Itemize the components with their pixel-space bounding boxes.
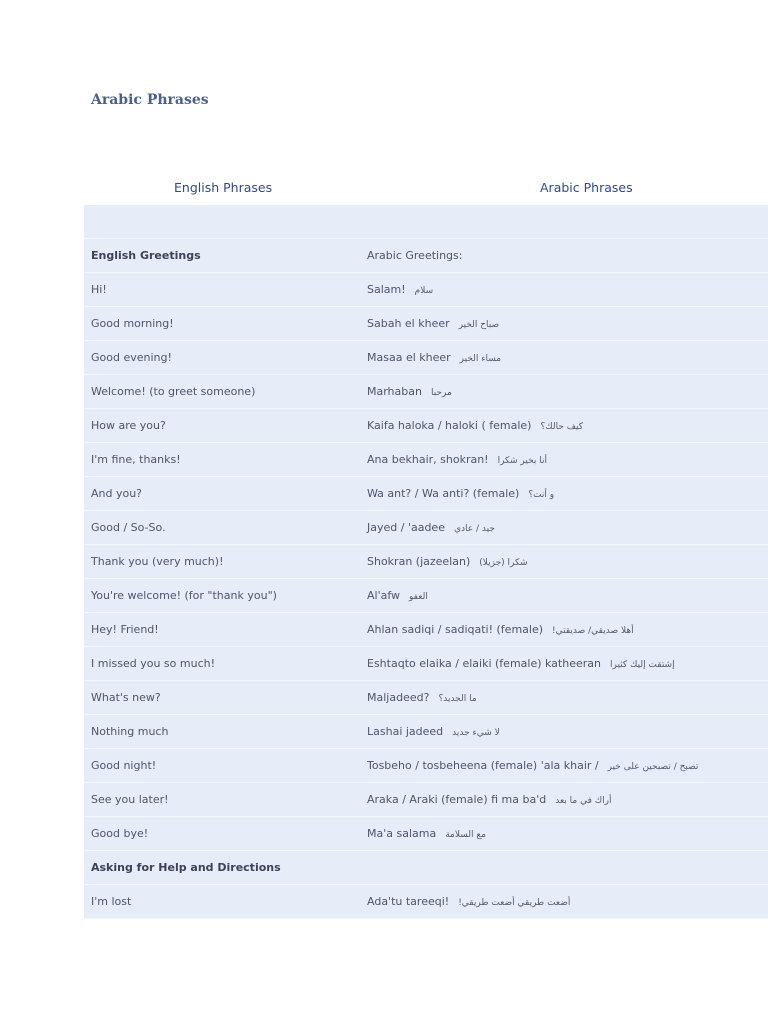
arabic-script: مساء الخير	[459, 354, 502, 364]
arabic-phrase-cell	[367, 239, 471, 272]
arabic-transliteration: Lashai jadeed	[367, 725, 444, 738]
english-phrase: English Greetings	[91, 249, 201, 262]
arabic-script: و أنت؟	[528, 490, 555, 500]
arabic-phrase-cell	[367, 341, 501, 374]
arabic-script: شكرا (جزيلا)	[479, 558, 528, 568]
english-phrase: Hi!	[91, 283, 107, 296]
arabic-transliteration: Salam!	[367, 283, 406, 296]
arabic-transliteration: Maljadeed?	[367, 691, 430, 704]
english-phrase: See you later!	[91, 793, 169, 806]
arabic-transliteration: Kaifa haloka / haloki ( female)	[367, 419, 532, 432]
arabic-transliteration: Marhaban	[367, 385, 422, 398]
arabic-phrase-cell	[367, 715, 500, 748]
arabic-phrase-cell	[367, 749, 698, 782]
arabic-script: مع السلامة	[445, 830, 486, 840]
english-phrase: Good bye!	[91, 827, 149, 840]
table-spacer-row	[84, 205, 768, 239]
arabic-transliteration: Eshtaqto elaika / elaiki (female) katheeran	[367, 657, 601, 670]
arabic-script: لا شيء جديد	[452, 728, 500, 738]
column-headers	[84, 180, 768, 200]
arabic-phrase-cell	[367, 647, 675, 680]
arabic-transliteration: Al'afw	[367, 589, 401, 602]
table-row	[84, 375, 768, 409]
english-phrase: You're welcome! (for "thank you")	[91, 589, 277, 602]
arabic-transliteration: Tosbeho / tosbeheena (female) 'ala khair /	[367, 759, 599, 772]
arabic-phrase-cell	[367, 885, 570, 918]
table-row	[84, 341, 768, 375]
table-row	[84, 783, 768, 817]
english-phrase: I'm fine, thanks!	[91, 453, 181, 466]
arabic-phrase-cell	[367, 613, 634, 646]
table-row	[84, 749, 768, 783]
arabic-phrase-cell	[367, 409, 583, 442]
arabic-transliteration: Ana bekhair, shokran!	[367, 453, 489, 466]
arabic-script: ما الجديد؟	[438, 694, 477, 704]
table-row	[84, 817, 768, 851]
table-row	[84, 545, 768, 579]
arabic-phrase-cell	[367, 477, 554, 510]
english-phrase: Good night!	[91, 759, 157, 772]
table-row	[84, 885, 768, 919]
arabic-transliteration: Arabic Greetings:	[367, 249, 463, 262]
document-title: Arabic Phrases	[91, 92, 209, 108]
arabic-transliteration: Shokran (jazeelan)	[367, 555, 471, 568]
table-row	[84, 715, 768, 749]
arabic-script: تصبح / تصبحين على خير	[607, 762, 699, 772]
arabic-script: صباح الخير	[458, 320, 500, 330]
section-header-row	[84, 851, 768, 885]
table-row	[84, 307, 768, 341]
arabic-script: جيد / عادي	[453, 524, 495, 534]
arabic-phrase-cell	[367, 375, 452, 408]
table-row	[84, 409, 768, 443]
arabic-phrase-cell	[367, 681, 477, 714]
table-row	[84, 647, 768, 681]
table-row	[84, 613, 768, 647]
english-phrase: I missed you so much!	[91, 657, 216, 670]
english-phrase: How are you?	[91, 419, 166, 432]
english-phrase: Welcome! (to greet someone)	[91, 385, 256, 398]
english-phrase: Good evening!	[91, 351, 172, 364]
table-row	[84, 273, 768, 307]
arabic-phrase-cell	[367, 205, 376, 238]
english-column-header: English Phrases	[174, 180, 273, 195]
english-phrase: Thank you (very much)!	[91, 555, 224, 568]
arabic-phrase-cell	[367, 307, 499, 340]
arabic-phrase-cell	[367, 851, 376, 884]
arabic-transliteration: Ahlan sadiqi / sadiqati! (female)	[367, 623, 544, 636]
arabic-column-header: Arabic Phrases	[540, 180, 633, 195]
arabic-transliteration: Ma'a salama	[367, 827, 437, 840]
arabic-phrase-cell	[367, 817, 486, 850]
arabic-transliteration: Araka / Araki (female) fi ma ba'd	[367, 793, 547, 806]
english-phrase: Hey! Friend!	[91, 623, 159, 636]
arabic-phrase-cell	[367, 545, 528, 578]
arabic-script: أضعت طريقي أضعت طريقي!	[458, 898, 571, 908]
arabic-transliteration: Wa ant? / Wa anti? (female)	[367, 487, 520, 500]
arabic-script: إشتقت إليك كثيرا	[609, 660, 675, 670]
english-phrase: What's new?	[91, 691, 161, 704]
english-phrase: And you?	[91, 487, 143, 500]
arabic-phrase-cell	[367, 273, 433, 306]
arabic-script: كيف حالك؟	[540, 422, 584, 432]
table-row	[84, 681, 768, 715]
english-phrase: Asking for Help and Directions	[91, 861, 281, 874]
arabic-script: مرحبا	[430, 388, 452, 398]
arabic-script: سلام	[414, 286, 434, 296]
arabic-script: العفو	[409, 592, 428, 602]
arabic-transliteration: Masaa el kheer	[367, 351, 451, 364]
table-row	[84, 511, 768, 545]
table-row	[84, 477, 768, 511]
english-phrase: Good / So-So.	[91, 521, 166, 534]
arabic-phrase-cell	[367, 443, 547, 476]
arabic-transliteration: Ada'tu tareeqi!	[367, 895, 450, 908]
arabic-phrase-cell	[367, 783, 612, 816]
arabic-transliteration: Sabah el kheer	[367, 317, 450, 330]
english-phrase: I'm lost	[91, 895, 132, 908]
english-phrase: Good morning!	[91, 317, 174, 330]
arabic-phrase-cell	[367, 579, 428, 612]
arabic-script: أنا بخير شكرا	[497, 456, 548, 466]
arabic-script: أهلا صديقي/ صديقتي!	[552, 626, 634, 636]
english-phrase: Nothing much	[91, 725, 169, 738]
section-header-row	[84, 239, 768, 273]
arabic-phrase-cell	[367, 511, 495, 544]
arabic-transliteration: Jayed / 'aadee	[367, 521, 445, 534]
phrase-table	[84, 205, 768, 919]
arabic-script: أراك في ما بعد	[555, 796, 612, 806]
table-row	[84, 579, 768, 613]
table-row	[84, 443, 768, 477]
